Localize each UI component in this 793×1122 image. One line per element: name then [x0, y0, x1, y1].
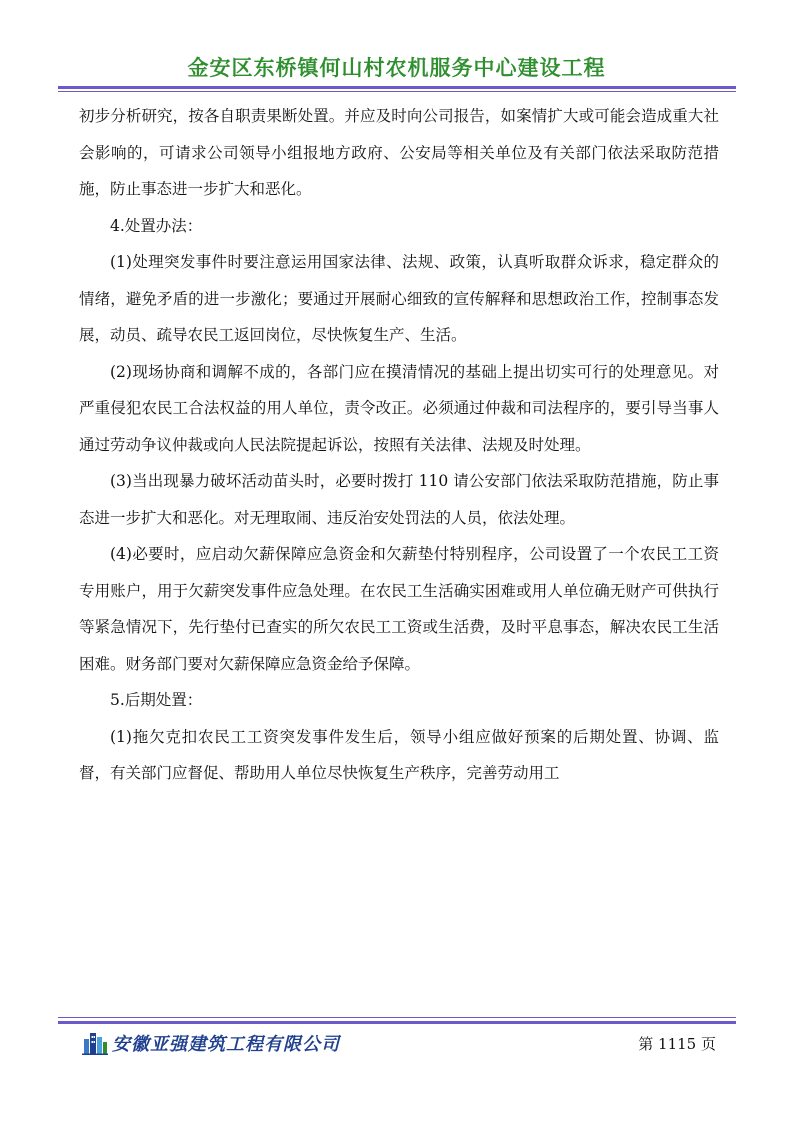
paragraph: (2)现场协商和调解不成的，各部门应在摸清情况的基础上提出切实可行的处理意见。对严重侵犯农民工合法权益的用人单位，责令改正。必须通过仲裁和司法程序的，要引导当事人通过劳动争议仲裁或向人民法院提起诉讼，按照有关法律、法规及时处理。 — [79, 362, 719, 454]
paragraph: (1)处理突发事件时要注意运用国家法律、法规、政策，认真听取群众诉求，稳定群众的情绪，避免矛盾的进一步激化；要通过开展耐心细致的宣传解释和思想政治工作，控制事态发展，动员、疏导农民工返回岗位，尽快恢复生产、生活。 — [79, 253, 719, 344]
page-header-title: 金安区东桥镇何山村农机服务中心建设工程 — [187, 56, 606, 80]
company-name: 安徽亚强建筑工程有限公司 — [112, 1034, 340, 1055]
page-footer — [82, 1027, 722, 1059]
building-logo-icon — [82, 1029, 108, 1055]
paragraph: (3)当出现暴力破坏活动苗头时，必要时拨打 110 请公安部门依法采取防范措施，防止事态进一步扩大和恶化。对无理取闹、违反治安处罚法的人员，依法处理。 — [79, 472, 719, 527]
document-body — [79, 98, 719, 792]
section-heading: 5.后期处置： — [110, 691, 203, 709]
footer-rule-thick — [58, 1021, 736, 1024]
header-rule-thin — [58, 91, 736, 92]
paragraph: (4)必要时，应启动欠薪保障应急资金和欠薪垫付特别程序，公司设置了一个农民工工资专用账户，用于欠薪突发事件应急处理。在农民工生活确实困难或用人单位确无财产可供执行等紧急情况下，先行垫付已查实的所欠农民工工资或生活费，及时平息事态，解决农民工生活困难。财务部门要对欠薪保障应急资金给予保障。 — [79, 545, 719, 673]
page-number: 第 1115 页 — [638, 1035, 716, 1053]
paragraph: (1)拖欠克扣农民工工资突发事件发生后，领导小组应做好预案的后期处置、协调、监督，有关部门应督促、帮助用人单位尽快恢复生产秩序，完善劳动用工 — [79, 727, 719, 782]
footer-rule-thin — [58, 1017, 736, 1018]
header-rule-thick — [58, 86, 736, 89]
paragraph: 初步分析研究，按各自职责果断处置。并应及时向公司报告，如案情扩大或可能会造成重大社会影响的，可请求公司领导小组报地方政府、公安局等相关单位及有关部门依法采取防范措施，防止事态进一步扩大和恶化。 — [79, 107, 719, 198]
section-heading: 4.处置办法： — [110, 216, 203, 235]
